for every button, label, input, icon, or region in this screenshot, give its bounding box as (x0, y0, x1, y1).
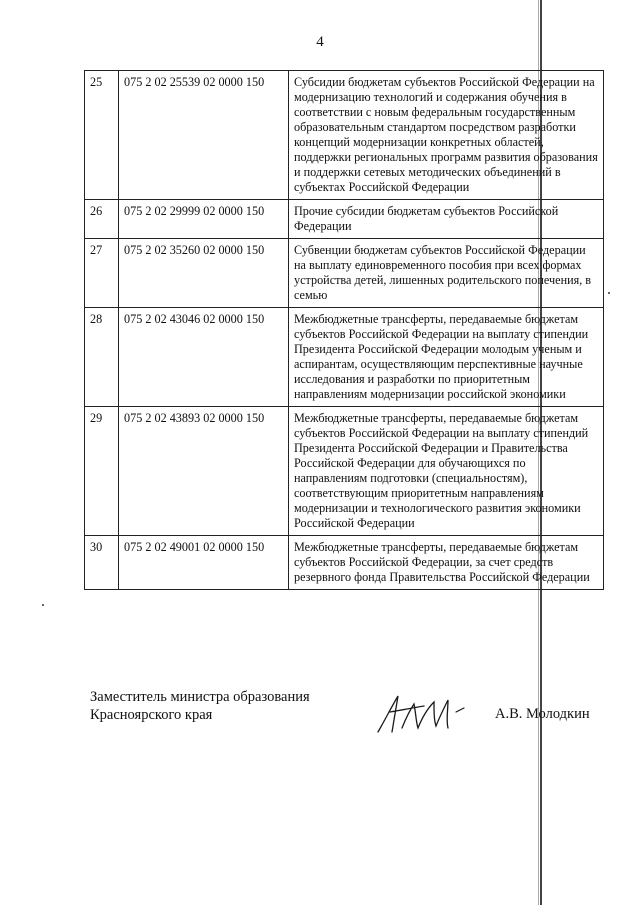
signer-position-line1: Заместитель министра образования (90, 689, 310, 705)
table-row (85, 536, 604, 590)
revenue-name-cell: Прочие субсидии бюджетам субъектов Российской Федерации (289, 200, 604, 239)
signer-name: А.В. Молодкин (495, 706, 590, 722)
signer-position-line2: Красноярского края (90, 707, 213, 723)
handwritten-signature-image (372, 688, 472, 738)
row-number-cell: 28 (85, 308, 119, 407)
budget-codes-table (84, 70, 604, 590)
table-row (85, 239, 604, 308)
table-row (85, 200, 604, 239)
scan-speck (608, 292, 610, 294)
row-number-cell: 27 (85, 239, 119, 308)
row-number-cell: 29 (85, 407, 119, 536)
row-number-cell: 30 (85, 536, 119, 590)
row-number-cell: 25 (85, 71, 119, 200)
revenue-name-cell: Межбюджетные трансферты, передаваемые бюджетам субъектов Российской Федерации на выплату стипендий Президента Российской Федерации и Правительства Российской Федерации для обучающихся по направлениям подготовки (специальностям), соответствующим приоритетным направлениям модернизации и технологического развития экономики Российской Федерации (289, 407, 604, 536)
budget-code-cell: 075 2 02 29999 02 0000 150 (119, 200, 289, 239)
budget-code-cell: 075 2 02 43893 02 0000 150 (119, 407, 289, 536)
table-row (85, 308, 604, 407)
scan-speck (42, 604, 44, 606)
budget-code-cell: 075 2 02 35260 02 0000 150 (119, 239, 289, 308)
revenue-name-cell: Субвенции бюджетам субъектов Российской Федерации на выплату единовременного пособия при всех формах устройства детей, лишенных родительского попечения, в семью (289, 239, 604, 308)
table-row (85, 71, 604, 200)
row-number-cell: 26 (85, 200, 119, 239)
page-number: 4 (316, 34, 324, 50)
signature-block (90, 688, 310, 724)
revenue-name-cell: Межбюджетные трансферты, передаваемые бюджетам субъектов Российской Федерации на выплату стипендии Президента Российской Федерации молодым ученым и аспирантам, осуществляющим перспективные научные исследования и разработки по приоритетным направлениям модернизации российской экономики (289, 308, 604, 407)
revenue-name-cell: Межбюджетные трансферты, передаваемые бюджетам субъектов Российской Федерации, за счет средств резервного фонда Правительства Российской Федерации (289, 536, 604, 590)
revenue-name-cell: Субсидии бюджетам субъектов Российской Федерации на модернизацию технологий и содержания обучения в соответствии с новым федеральным государственным образовательным стандартом посредством разработки концепций модернизации конкретных областей, поддержки региональных программ развития образования и поддержки сетевых методических объединений в субъектах Российской Федерации (289, 71, 604, 200)
table-row (85, 407, 604, 536)
budget-code-cell: 075 2 02 43046 02 0000 150 (119, 308, 289, 407)
budget-code-cell: 075 2 02 49001 02 0000 150 (119, 536, 289, 590)
budget-code-cell: 075 2 02 25539 02 0000 150 (119, 71, 289, 200)
